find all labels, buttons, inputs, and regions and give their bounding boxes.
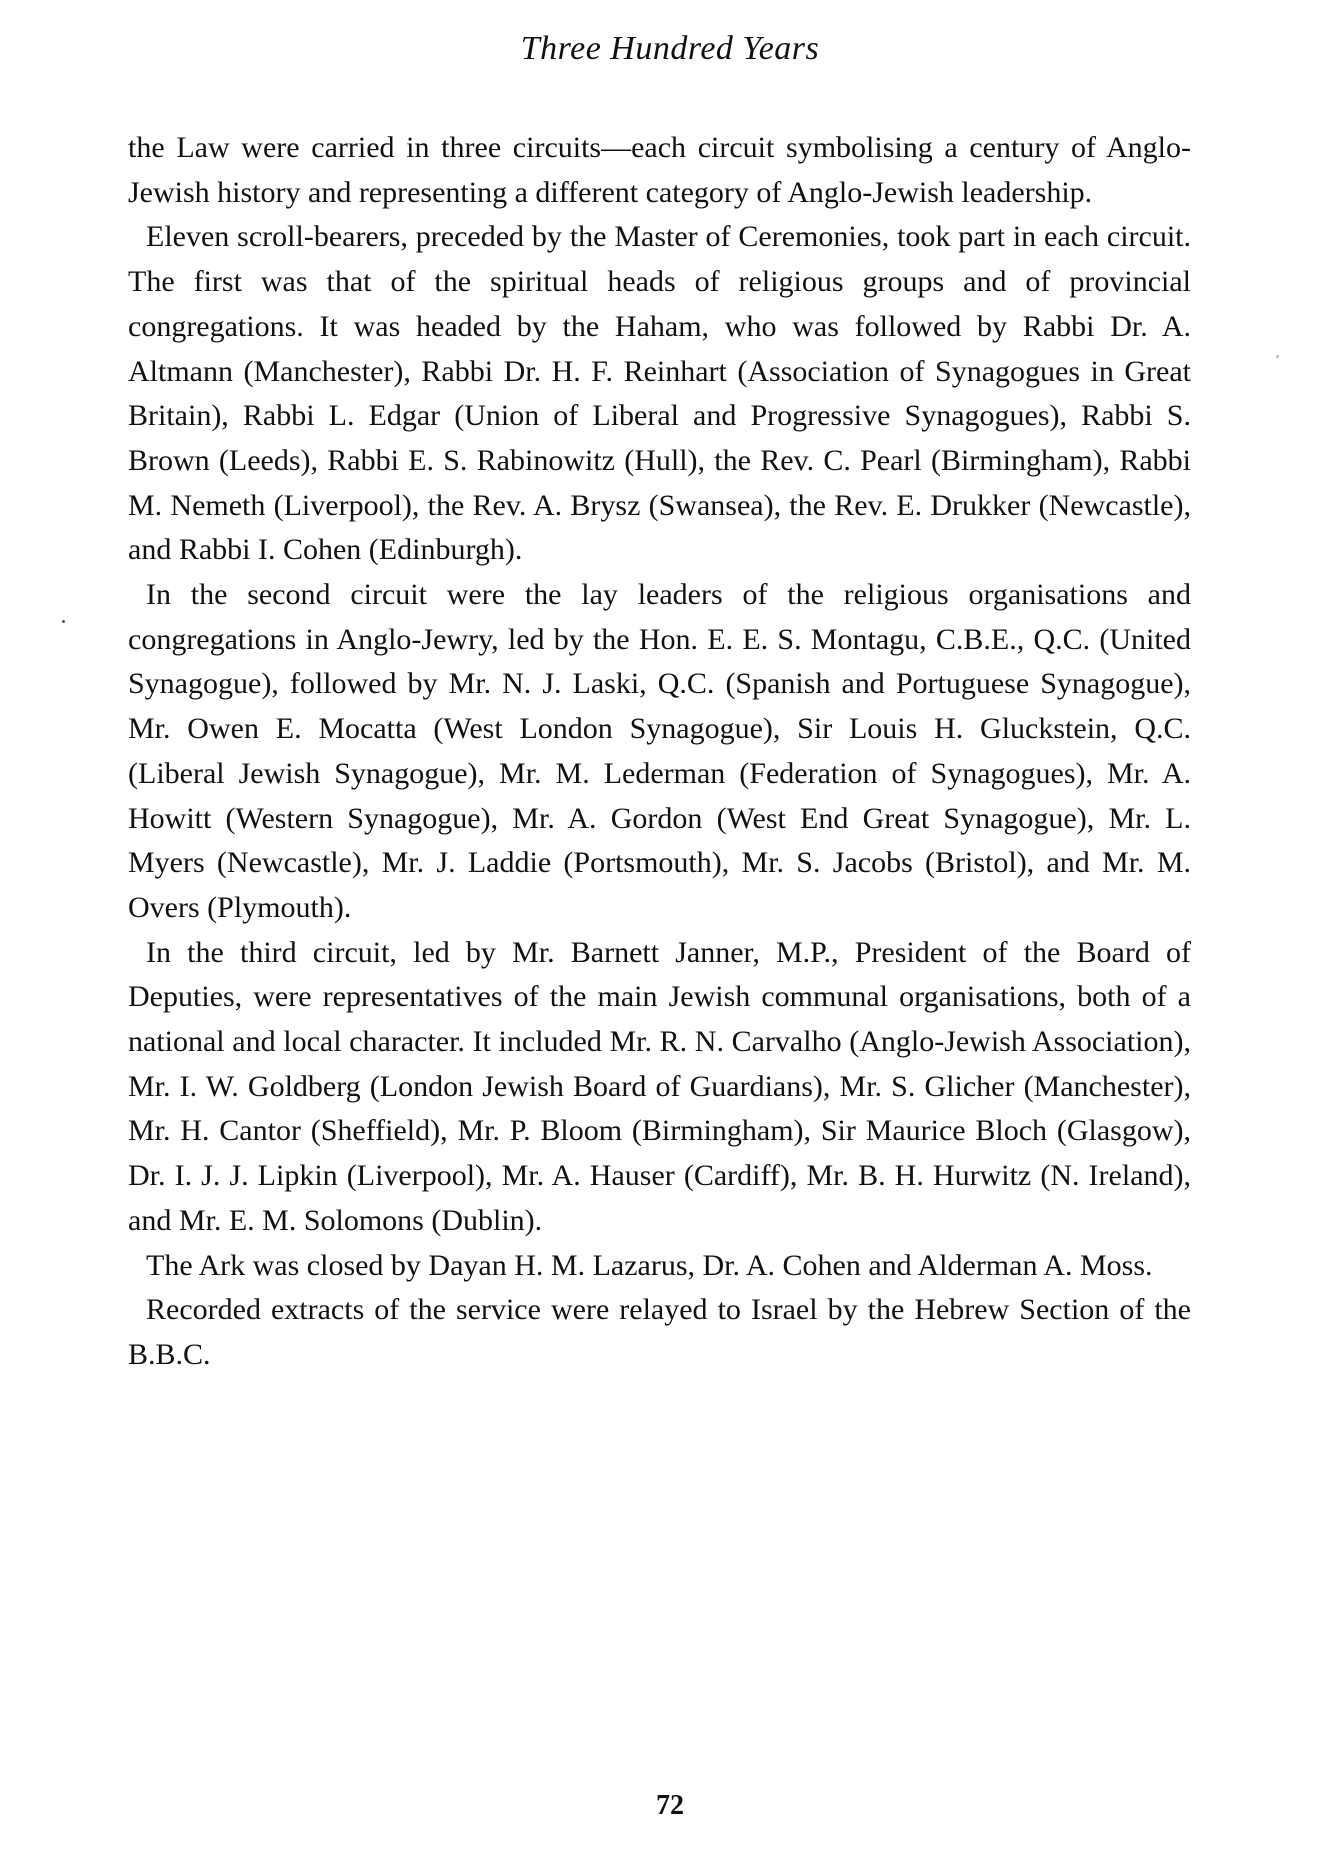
- scan-speck: [1276, 355, 1279, 358]
- running-head: Three Hundred Years: [520, 30, 820, 67]
- scan-speck: [62, 620, 65, 623]
- paragraph-continuation: the Law were carried in three circuits—each circuit symbolising a century of Anglo-Jewish history and representing a different category of Anglo-Jewish leadership.: [128, 131, 1191, 209]
- body-text: [128, 126, 1191, 1378]
- paragraph-recorded-extracts: Recorded extracts of the service were relayed to Israel by the Hebrew Section of the B.B.C.: [128, 1293, 1191, 1371]
- paragraph-second-circuit: In the second circuit were the lay leaders of the religious organisations and congregations in Anglo-Jewry, led by the Hon. E. E. S. Montagu, C.B.E., Q.C. (United Synagogue), followed by Mr. N. J. Laski, Q.C. (Spanish and Portuguese Synagogue), Mr. Owen E. Mocatta (West London Synagogue), Sir Louis H. Gluckstein, Q.C. (Liberal Jewish Synagogue), Mr. M. Lederman (Federation of Synagogues), Mr. A. Howitt (Western Synagogue), Mr. A. Gordon (West End Great Synagogue), Mr. L. Myers (Newcastle), Mr. J. Laddie (Portsmouth), Mr. S. Jacobs (Bristol), and Mr. M. Overs (Plymouth).: [128, 578, 1191, 924]
- paragraph-third-circuit: In the third circuit, led by Mr. Barnett Janner, M.P., President of the Board of Deputies, were representatives of the main Jewish communal organisations, both of a national and local character. It included Mr. R. N. Carvalho (Anglo-Jewish Association), Mr. I. W. Goldberg (London Jewish Board of Guardians), Mr. S. Glicher (Manchester), Mr. H. Cantor (Sheffield), Mr. P. Bloom (Birmingham), Sir Maurice Bloch (Glasgow), Dr. I. J. J. Lipkin (Liverpool), Mr. A. Hauser (Cardiff), Mr. B. H. Hurwitz (N. Ireland), and Mr. E. M. Solomons (Dublin).: [128, 935, 1191, 1237]
- paragraph-scroll-bearers: Eleven scroll-bearers, preceded by the Master of Ceremonies, took part in each circuit. The first was that of the spiritual heads of religious groups and of provincial congregations. It was headed by the Haham, who was followed by Rabbi Dr. A. Altmann (Manchester), Rabbi Dr. H. F. Reinhart (Association of Synagogues in Great Britain), Rabbi L. Edgar (Union of Liberal and Progressive Synagogues), Rabbi S. Brown (Leeds), Rabbi E. S. Rabinowitz (Hull), the Rev. C. Pearl (Birmingham), Rabbi M. Nemeth (Liverpool), the Rev. A. Brysz (Swansea), the Rev. E. Drukker (Newcastle), and Rabbi I. Cohen (Edinburgh).: [128, 220, 1191, 567]
- page-number: 72: [656, 1790, 684, 1821]
- paragraph-ark-closed: The Ark was closed by Dayan H. M. Lazarus, Dr. A. Cohen and Alderman A. Moss.: [146, 1248, 1153, 1282]
